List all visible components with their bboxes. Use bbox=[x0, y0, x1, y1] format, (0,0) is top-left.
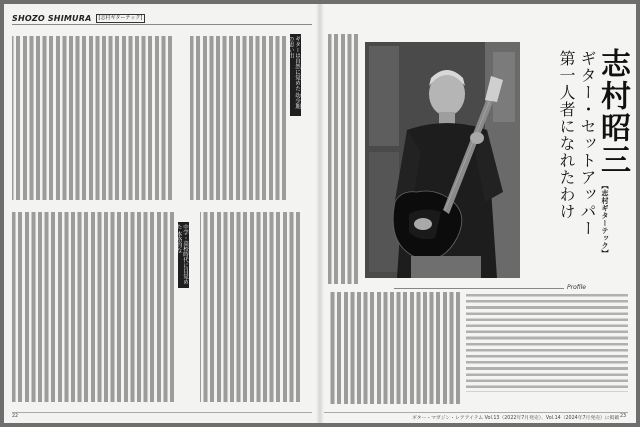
subheading-2-text: 中学・高校時代に目覚めた 本格的な bbox=[175, 224, 188, 285]
body-text-lower-left bbox=[12, 212, 174, 402]
headline-line-2: 第一人者になれたわけ bbox=[557, 50, 576, 220]
body-text-right-page-top bbox=[328, 34, 358, 284]
left-page bbox=[4, 4, 320, 423]
body-text-upper-mid bbox=[12, 36, 172, 200]
profile-text-block bbox=[466, 294, 628, 392]
body-text-upper-right bbox=[190, 36, 286, 200]
subheading-box-1 bbox=[287, 34, 301, 116]
subheading-box-2 bbox=[175, 222, 189, 288]
body-text-right-page bbox=[328, 292, 460, 404]
profile-label: Profile bbox=[567, 284, 586, 291]
portrait-photo bbox=[365, 42, 520, 278]
page-number-left: 22 bbox=[12, 414, 19, 419]
running-head-tag: [志村ギターテック] bbox=[96, 14, 146, 23]
spread-gutter bbox=[316, 4, 324, 423]
subheading-1-text: ギターは自然に覚めた 幼少期の思い出 bbox=[287, 36, 300, 110]
footer-credit: ギター・マガジン・レアアイテム Vol.13（2022年7月発売）、Vol.14（2024年7月発売）に掲載 bbox=[412, 416, 620, 421]
running-head bbox=[12, 14, 145, 23]
header-rule bbox=[12, 24, 312, 25]
page-number-right: 23 bbox=[620, 414, 627, 419]
portrait-illustration bbox=[365, 42, 520, 278]
magazine-spread bbox=[4, 4, 636, 423]
profile-rule bbox=[394, 288, 564, 289]
running-head-name: SHOZO SHIMURA bbox=[12, 14, 92, 23]
footer-rule-right bbox=[324, 412, 628, 413]
body-text-lower-right bbox=[200, 212, 300, 402]
artist-name-title: 志村昭三 bbox=[595, 48, 630, 176]
footer-rule-left bbox=[12, 412, 312, 413]
headline-line-1: ギター・セットアッパー bbox=[578, 50, 597, 237]
brand-tag: 【志村ギターテック】 bbox=[601, 182, 609, 257]
